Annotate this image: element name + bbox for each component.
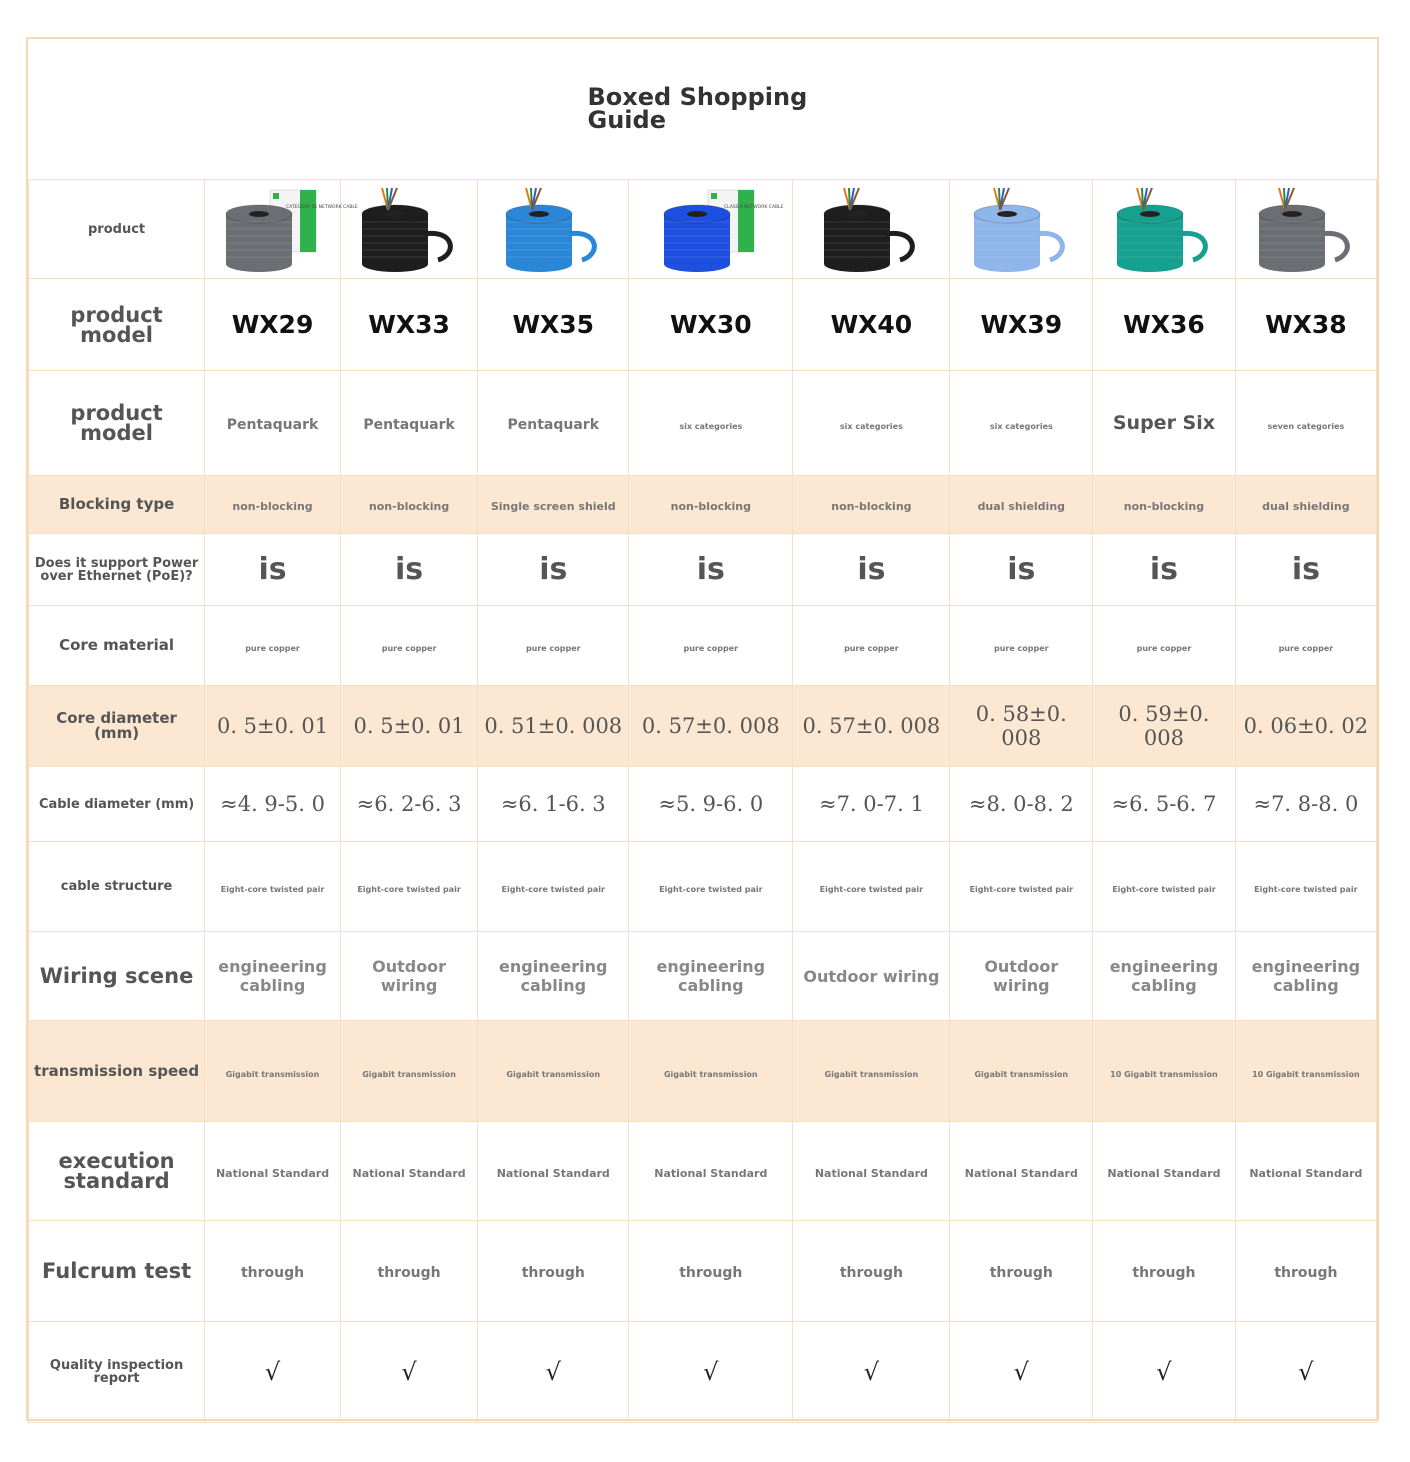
product-image-cell (950, 180, 1093, 279)
cable-diameter-value: ≈8. 0-8. 2 (968, 792, 1074, 816)
cable-spool-image (1251, 184, 1361, 274)
spool-hole (1140, 211, 1160, 217)
scene-value: engineering cabling (656, 957, 766, 995)
cell-fulcrum (950, 1221, 1093, 1322)
core-material-value: pure copper (683, 644, 739, 653)
standard-value: National Standard (352, 1166, 466, 1180)
poe-value: is (1149, 552, 1179, 587)
core-material-value: pure copper (993, 644, 1049, 653)
blocking-value: dual shielding (1262, 500, 1350, 513)
core-material-value: pure copper (1278, 644, 1334, 653)
cell-blocking (478, 476, 629, 534)
cell-scene (793, 932, 950, 1021)
model-value: WX39 (980, 310, 1063, 339)
cell-speed (1235, 1021, 1376, 1122)
standard-value: National Standard (654, 1166, 768, 1180)
cell-cable-diameter (1093, 767, 1236, 842)
cable-spool-image (966, 184, 1076, 274)
cell-blocking (1235, 476, 1376, 534)
report-value: √ (264, 1358, 281, 1386)
core-material-value: pure copper (844, 644, 899, 653)
cell-core-material (629, 606, 793, 686)
cell-blocking (205, 476, 341, 534)
cell-category (793, 371, 950, 476)
blocking-value: Single screen shield (490, 500, 616, 513)
cell-category (205, 371, 341, 476)
speed-value: 10 Gigabit transmission (1252, 1069, 1360, 1079)
structure-value: Eight-core twisted pair (357, 885, 461, 894)
fulcrum-value: through (240, 1264, 305, 1281)
spool-hole (687, 211, 707, 217)
cell-category (629, 371, 793, 476)
cell-poe (1093, 534, 1236, 606)
product-image-cell (629, 180, 793, 279)
speed-value: Gigabit transmission (225, 1069, 320, 1079)
row-category (29, 371, 1377, 476)
product-image-cell (478, 180, 629, 279)
structure-value: Eight-core twisted pair (819, 885, 924, 894)
cell-poe (793, 534, 950, 606)
spool-bottom (974, 256, 1040, 272)
cell-fulcrum (629, 1221, 793, 1322)
cell-category (340, 371, 477, 476)
core-material-value: pure copper (245, 644, 300, 653)
speed-value: Gigabit transmission (663, 1069, 758, 1079)
cell-model (478, 279, 629, 371)
cable-diameter-value: ≈4. 9-5. 0 (220, 792, 325, 816)
model-value: WX30 (669, 310, 752, 339)
row-structure (29, 842, 1377, 932)
cell-structure (205, 842, 341, 932)
cell-poe (478, 534, 629, 606)
cell-speed (478, 1021, 629, 1122)
cell-speed (950, 1021, 1093, 1122)
speed-value: Gigabit transmission (824, 1069, 919, 1079)
cell-speed (205, 1021, 341, 1122)
cell-core-diameter (1235, 686, 1376, 767)
cell-category (950, 371, 1093, 476)
poe-value: is (696, 552, 725, 587)
cell-model (1235, 279, 1376, 371)
structure-value: Eight-core twisted pair (969, 885, 1074, 894)
cable-diameter-value: ≈7. 0-7. 1 (818, 792, 924, 816)
model-value: WX36 (1123, 310, 1205, 339)
core-diameter-value: 0. 5±0. 01 (216, 714, 329, 738)
cell-fulcrum (478, 1221, 629, 1322)
spool-hole (249, 211, 269, 217)
structure-value: Eight-core twisted pair (501, 885, 605, 894)
row-scene (29, 932, 1377, 1021)
core-diameter-value: 0. 06±0. 02 (1243, 714, 1369, 738)
cell-report (629, 1322, 793, 1423)
core-diameter-value: 0. 5±0. 01 (353, 714, 465, 738)
product-image-cell (205, 180, 358, 279)
core-material-value: pure copper (525, 644, 581, 653)
cell-model (1093, 279, 1236, 371)
cable-spool-image (656, 184, 784, 274)
report-value: √ (545, 1358, 561, 1386)
fulcrum-value: through (1132, 1264, 1196, 1281)
guide-frame (26, 37, 1379, 1421)
cell-core-diameter (950, 686, 1093, 767)
blocking-value: non-blocking (670, 500, 751, 513)
row-core-material (29, 606, 1377, 686)
product-image-cell (1093, 180, 1236, 279)
poe-value: is (539, 552, 568, 587)
cell-speed (629, 1021, 793, 1122)
spool-bottom (664, 256, 730, 272)
scene-value: engineering cabling (218, 957, 327, 995)
cell-fulcrum (340, 1221, 477, 1322)
cell-standard (340, 1122, 477, 1221)
cell-fulcrum (205, 1221, 341, 1322)
product-image-cell (340, 180, 477, 279)
scene-value: engineering cabling (499, 957, 608, 995)
cell-model (340, 279, 477, 371)
product-image-cell (793, 180, 950, 279)
blocking-value: non-blocking (368, 500, 450, 513)
blocking-value: non-blocking (831, 500, 912, 513)
category-value: seven categories (1267, 421, 1345, 431)
cable-diameter-value: ≈6. 5-6. 7 (1111, 792, 1217, 816)
spool-hole (997, 211, 1017, 217)
category-value: Super Six (1112, 412, 1216, 434)
cell-structure (478, 842, 629, 932)
cell-blocking (1093, 476, 1236, 534)
cell-core-diameter (629, 686, 793, 767)
poe-value: is (1291, 552, 1320, 587)
cable-diameter-value: ≈7. 8-8. 0 (1253, 792, 1359, 816)
cell-scene (1235, 932, 1376, 1021)
core-diameter-value: 0. 59±0. 008 (1118, 702, 1210, 750)
box-logo (273, 193, 279, 199)
row-core-diameter (29, 686, 1377, 767)
standard-value: National Standard (1107, 1166, 1221, 1180)
blocking-value: non-blocking (232, 500, 313, 513)
core-diameter-value: 0. 57±0. 008 (641, 714, 780, 738)
cell-cable-diameter (1235, 767, 1376, 842)
cell-standard (793, 1122, 950, 1221)
report-value: √ (863, 1358, 880, 1386)
cell-structure (629, 842, 793, 932)
structure-value: Eight-core twisted pair (659, 885, 763, 894)
row-label: product model (29, 371, 205, 476)
cell-core-material (950, 606, 1093, 686)
cell-speed (340, 1021, 477, 1122)
cell-cable-diameter (793, 767, 950, 842)
cell-scene (340, 932, 477, 1021)
cell-poe (1235, 534, 1376, 606)
cell-structure (950, 842, 1093, 932)
category-value: Pentaquark (226, 416, 319, 433)
category-value: six categories (989, 421, 1053, 431)
cell-cable-diameter (629, 767, 793, 842)
speed-value: Gigabit transmission (974, 1069, 1069, 1079)
report-value: √ (1156, 1358, 1172, 1386)
cell-report (1093, 1322, 1236, 1423)
row-label: execution standard (29, 1122, 205, 1221)
cell-category (1093, 371, 1236, 476)
row-standard (29, 1122, 1377, 1221)
cell-standard (1235, 1122, 1376, 1221)
fulcrum-value: through (839, 1264, 903, 1281)
row-label: product (29, 180, 205, 279)
cell-core-diameter (793, 686, 950, 767)
row-model (29, 279, 1377, 371)
spool-hole (1282, 211, 1302, 217)
fulcrum-value: through (989, 1264, 1053, 1281)
cell-scene (205, 932, 341, 1021)
cell-core-material (205, 606, 341, 686)
model-value: WX35 (512, 310, 595, 339)
box-label: CLASS 6 NETWORK CABLE (723, 205, 784, 210)
spool-bottom (506, 256, 572, 272)
cell-core-diameter (205, 686, 341, 767)
cell-fulcrum (793, 1221, 950, 1322)
model-value: WX38 (1265, 310, 1347, 339)
standard-value: National Standard (215, 1166, 330, 1180)
row-label: Core diameter (mm) (29, 686, 205, 767)
row-speed (29, 1021, 1377, 1122)
cell-poe (629, 534, 793, 606)
cell-model (950, 279, 1093, 371)
row-label: Fulcrum test (29, 1221, 205, 1322)
cell-report (950, 1322, 1093, 1423)
cell-core-material (340, 606, 477, 686)
cable-spool-image (354, 184, 464, 274)
cell-scene (478, 932, 629, 1021)
poe-value: is (395, 552, 424, 587)
cell-standard (1093, 1122, 1236, 1221)
core-diameter-value: 0. 51±0. 008 (484, 714, 623, 738)
cell-model (205, 279, 341, 371)
cell-structure (1235, 842, 1376, 932)
comparison-table (28, 179, 1377, 1423)
cell-category (478, 371, 629, 476)
cable-spool-image (498, 184, 608, 274)
core-material-value: pure copper (1136, 644, 1192, 653)
cell-category (1235, 371, 1376, 476)
cell-core-material (1093, 606, 1236, 686)
core-material-value: pure copper (381, 644, 437, 653)
box-logo (711, 193, 717, 199)
cell-structure (340, 842, 477, 932)
cell-structure (1093, 842, 1236, 932)
cell-fulcrum (1093, 1221, 1236, 1322)
cell-scene (629, 932, 793, 1021)
speed-value: Gigabit transmission (506, 1069, 601, 1079)
spool-hole (529, 211, 549, 217)
scene-value: Outdoor wiring (984, 957, 1059, 995)
poe-value: is (258, 552, 287, 587)
model-value: WX29 (231, 310, 314, 339)
cell-blocking (629, 476, 793, 534)
report-value: √ (703, 1358, 719, 1386)
cell-cable-diameter (478, 767, 629, 842)
cell-model (793, 279, 950, 371)
category-value: Pentaquark (507, 416, 600, 433)
cell-core-material (1235, 606, 1376, 686)
cell-core-diameter (340, 686, 477, 767)
structure-value: Eight-core twisted pair (1254, 885, 1358, 894)
row-blocking (29, 476, 1377, 534)
report-value: √ (1013, 1358, 1029, 1386)
row-label: Blocking type (29, 476, 205, 534)
cell-scene (1093, 932, 1236, 1021)
category-value: six categories (679, 421, 743, 431)
core-diameter-value: 0. 58±0. 008 (975, 702, 1067, 750)
category-value: Pentaquark (363, 416, 455, 433)
cell-standard (950, 1122, 1093, 1221)
scene-value: Outdoor wiring (372, 957, 447, 995)
row-label: Does it support Power over Ethernet (PoE)? (29, 534, 205, 606)
cell-core-material (793, 606, 950, 686)
row-label: transmission speed (29, 1021, 205, 1122)
cell-report (1235, 1322, 1376, 1423)
cell-report (340, 1322, 477, 1423)
scene-value: Outdoor wiring (803, 966, 940, 986)
cell-report (793, 1322, 950, 1423)
cell-speed (1093, 1021, 1236, 1122)
poe-value: is (1007, 552, 1036, 587)
cell-poe (950, 534, 1093, 606)
cell-poe (340, 534, 477, 606)
report-value: √ (1298, 1358, 1314, 1386)
cell-report (478, 1322, 629, 1423)
spool-bottom (824, 256, 890, 272)
cell-cable-diameter (950, 767, 1093, 842)
cell-blocking (340, 476, 477, 534)
row-image (29, 180, 1377, 279)
box-label: CATEGORY 5E NETWORK CABLE (285, 205, 358, 210)
cell-scene (950, 932, 1093, 1021)
cell-model (629, 279, 793, 371)
spool-bottom (1259, 256, 1325, 272)
speed-value: 10 Gigabit transmission (1110, 1069, 1218, 1079)
standard-value: National Standard (964, 1166, 1078, 1180)
spool-hole (385, 211, 405, 217)
row-label: Wiring scene (29, 932, 205, 1021)
cell-core-diameter (1093, 686, 1236, 767)
cable-box-stripe (300, 190, 316, 252)
cell-cable-diameter (205, 767, 341, 842)
row-label: Cable diameter (mm) (29, 767, 205, 842)
cell-report (205, 1322, 341, 1423)
row-poe (29, 534, 1377, 606)
cable-spool-image (1109, 184, 1219, 274)
row-label: product model (29, 279, 205, 371)
scene-value: engineering cabling (1109, 957, 1219, 995)
report-value: √ (401, 1358, 417, 1386)
blocking-value: non-blocking (1123, 500, 1205, 513)
cable-spool-image (816, 184, 926, 274)
cable-diameter-value: ≈6. 2-6. 3 (356, 792, 462, 816)
row-cable-diameter (29, 767, 1377, 842)
scene-value: engineering cabling (1251, 957, 1361, 995)
poe-value: is (857, 552, 886, 587)
row-fulcrum (29, 1221, 1377, 1322)
product-image-cell (1235, 180, 1376, 279)
row-label: cable structure (29, 842, 205, 932)
row-label: Core material (29, 606, 205, 686)
structure-value: Eight-core twisted pair (220, 885, 325, 894)
cell-core-material (478, 606, 629, 686)
cell-standard (478, 1122, 629, 1221)
spool-bottom (226, 256, 292, 272)
cell-speed (793, 1021, 950, 1122)
cable-spool-image (218, 184, 358, 274)
guide-title-area (28, 39, 1377, 179)
spool-bottom (1117, 256, 1183, 272)
spool-bottom (362, 256, 428, 272)
fulcrum-value: through (521, 1264, 585, 1281)
spool-hole (847, 211, 867, 217)
cable-diameter-value: ≈6. 1-6. 3 (500, 792, 606, 816)
cable-box-stripe (738, 190, 754, 252)
standard-value: National Standard (496, 1166, 610, 1180)
fulcrum-value: through (1274, 1264, 1338, 1281)
row-label: Quality inspection report (29, 1322, 205, 1423)
cell-standard (629, 1122, 793, 1221)
fulcrum-value: through (679, 1264, 743, 1281)
cell-core-diameter (478, 686, 629, 767)
guide-title: Boxed Shopping Guide (587, 83, 808, 134)
blocking-value: dual shielding (977, 500, 1066, 513)
model-value: WX40 (830, 310, 913, 339)
structure-value: Eight-core twisted pair (1112, 885, 1216, 894)
cable-diameter-value: ≈5. 9-6. 0 (658, 792, 764, 816)
row-report (29, 1322, 1377, 1423)
cell-standard (205, 1122, 341, 1221)
cell-poe (205, 534, 341, 606)
fulcrum-value: through (377, 1264, 441, 1281)
standard-value: National Standard (1249, 1166, 1363, 1180)
cell-structure (793, 842, 950, 932)
cell-blocking (793, 476, 950, 534)
core-diameter-value: 0. 57±0. 008 (802, 714, 941, 738)
standard-value: National Standard (814, 1166, 928, 1180)
speed-value: Gigabit transmission (362, 1069, 456, 1079)
cell-blocking (950, 476, 1093, 534)
model-value: WX33 (368, 310, 450, 339)
cell-fulcrum (1235, 1221, 1376, 1322)
cell-cable-diameter (340, 767, 477, 842)
category-value: six categories (839, 421, 903, 431)
